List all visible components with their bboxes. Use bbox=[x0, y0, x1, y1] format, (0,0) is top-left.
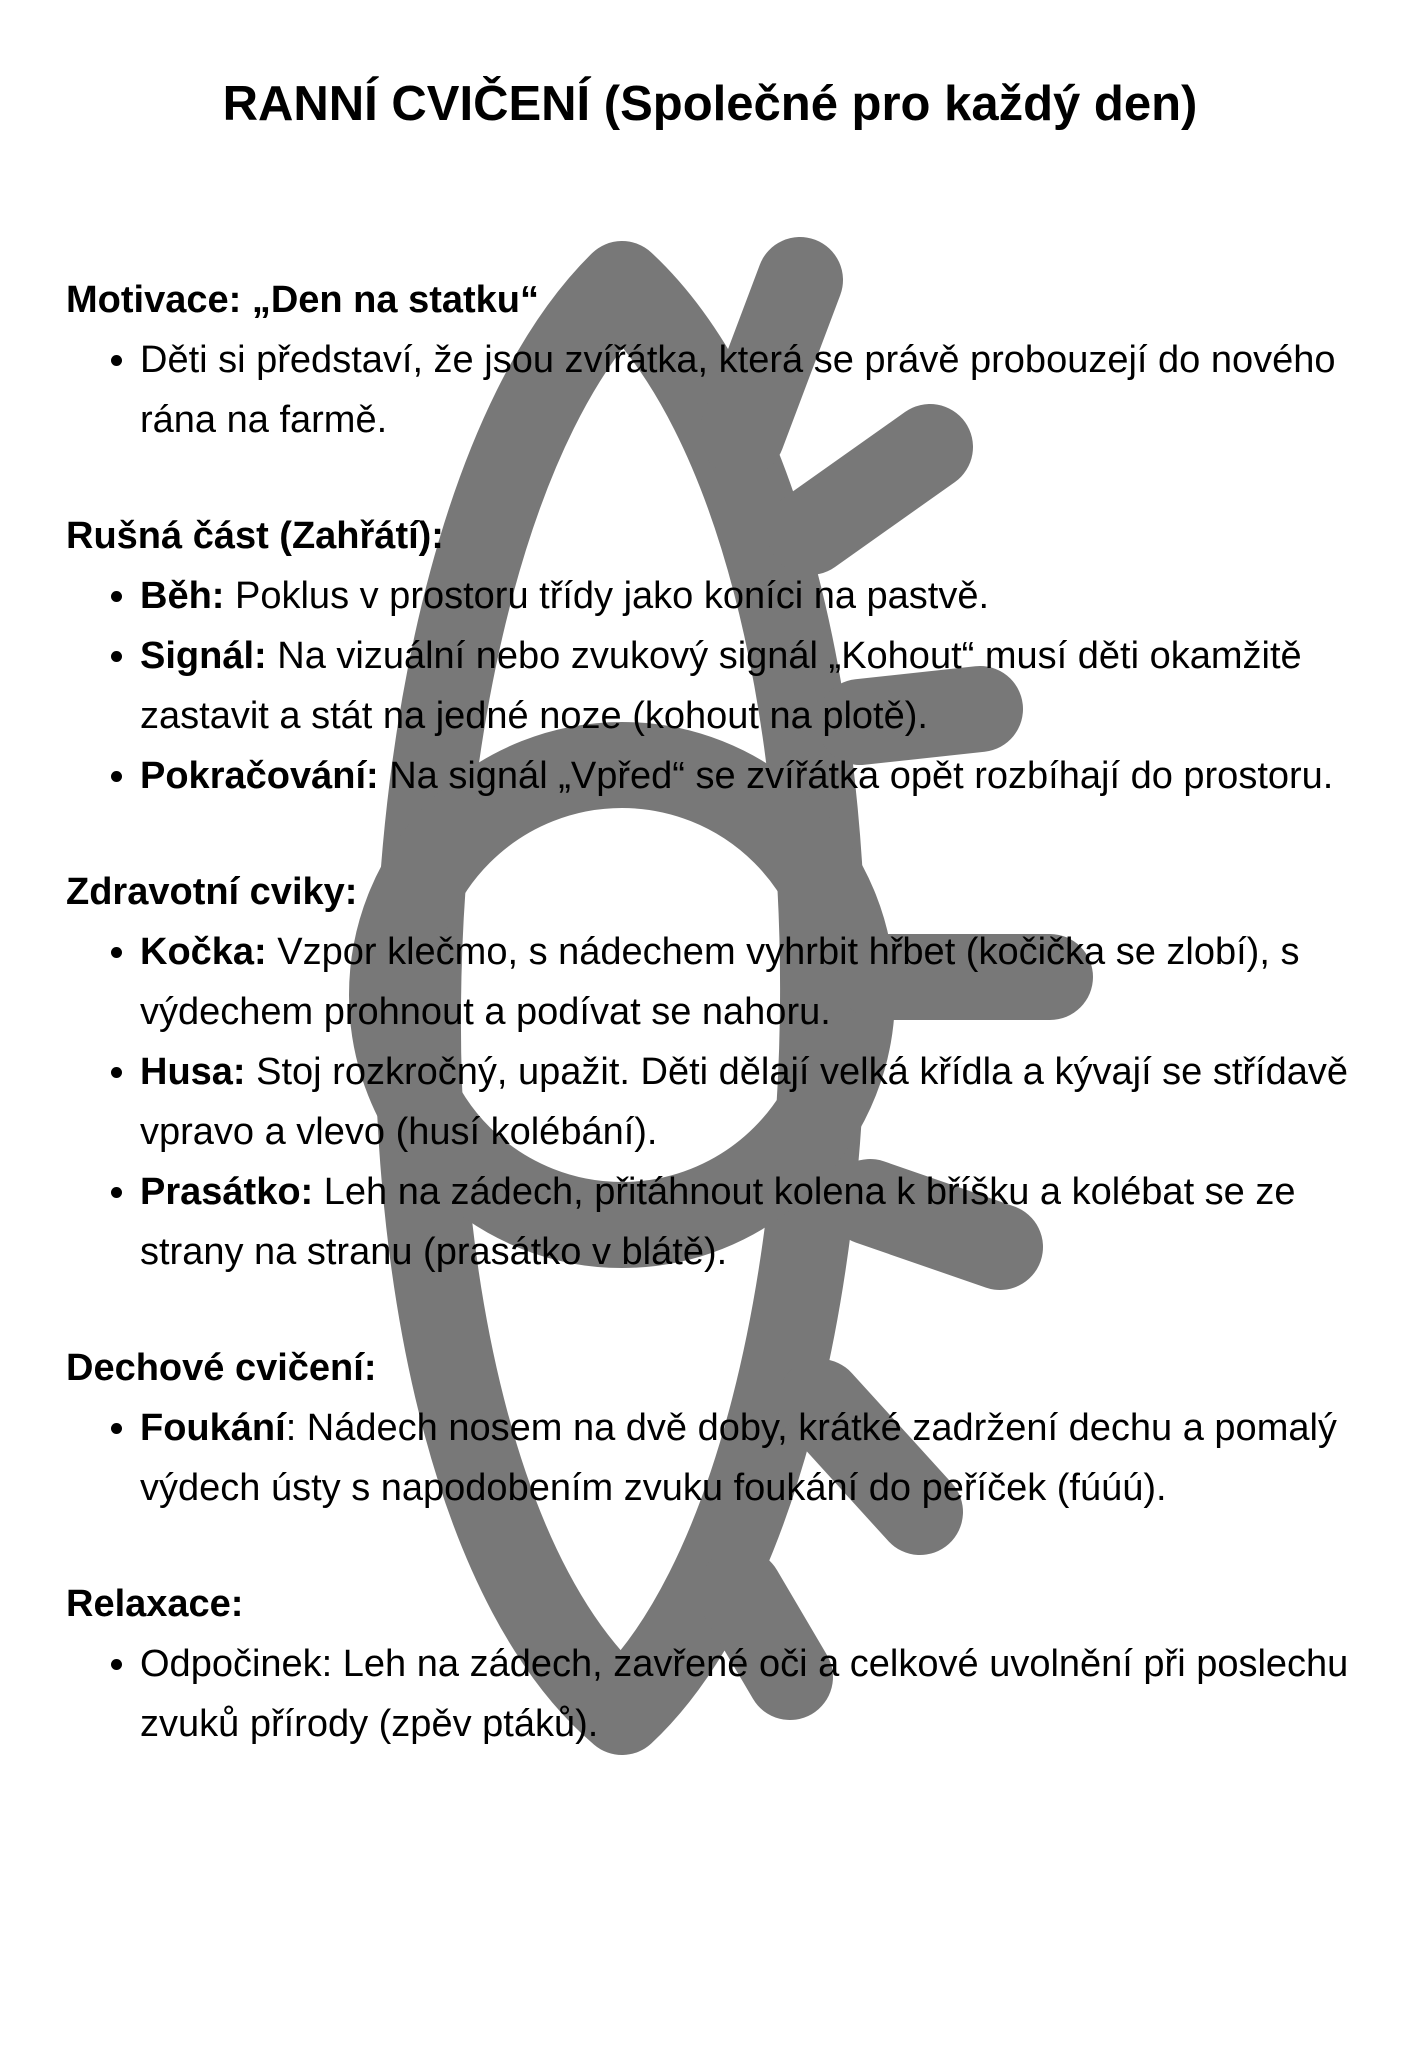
section-heading: Relaxace: bbox=[66, 1583, 244, 1625]
item-text: Na vizuální nebo zvukový signál „Kohout“ musí děti okamžitě zastavit a stát na jedné noze (kohout na plotě). bbox=[140, 635, 1302, 737]
section-heading: Zdravotní cviky: bbox=[66, 871, 358, 913]
item-text: : Nádech nosem na dvě doby, krátké zadržení dechu a pomalý výdech ústy s napodobením zvuku foukání do peříček (fúúú). bbox=[140, 1407, 1337, 1509]
section-breathing bbox=[66, 1338, 1354, 1518]
bullet-list bbox=[66, 566, 1354, 806]
section-heading: Motivace: „Den na statku“ bbox=[66, 279, 539, 321]
item-text: Leh na zádech, přitáhnout kolena k bříšku a kolébat se ze strany na stranu (prasátko v blátě). bbox=[140, 1171, 1296, 1273]
bullet-list bbox=[66, 330, 1354, 450]
item-text: Vzpor klečmo, s nádechem vyhrbit hřbet (kočička se zlobí), s výdechem prohnout a podívat se nahoru. bbox=[140, 931, 1300, 1033]
section-relaxation bbox=[66, 1574, 1354, 1754]
section-health-exercises bbox=[66, 862, 1354, 1282]
list-item bbox=[140, 1162, 1354, 1282]
item-text: Poklus v prostoru třídy jako koníci na pastvě. bbox=[224, 575, 990, 617]
list-item bbox=[140, 922, 1354, 1042]
list-item bbox=[140, 1042, 1354, 1162]
item-text: Odpočinek: Leh na zádech, zavřené oči a celkové uvolnění při poslechu zvuků přírody (zpěv ptáků). bbox=[140, 1643, 1349, 1745]
item-text: Na signál „Vpřed“ se zvířátka opět rozbíhají do prostoru. bbox=[378, 755, 1334, 797]
section-warmup bbox=[66, 506, 1354, 806]
bullet-list bbox=[66, 1634, 1354, 1754]
list-item bbox=[140, 1634, 1354, 1754]
list-item bbox=[140, 746, 1354, 806]
section-motivation bbox=[66, 270, 1354, 450]
item-label: Husa: bbox=[140, 1051, 246, 1093]
item-label: Kočka: bbox=[140, 931, 267, 973]
section-heading: Rušná část (Zahřátí): bbox=[66, 515, 444, 557]
bullet-list bbox=[66, 1398, 1354, 1518]
item-label: Signál: bbox=[140, 635, 267, 677]
item-text: Děti si představí, že jsou zvířátka, která se právě probouzejí do nového rána na farmě. bbox=[140, 339, 1336, 441]
item-label: Běh: bbox=[140, 575, 225, 617]
bullet-list bbox=[66, 922, 1354, 1282]
list-item bbox=[140, 626, 1354, 746]
item-label: Pokračování: bbox=[140, 755, 379, 797]
item-label: Foukání bbox=[140, 1407, 286, 1449]
page-title: RANNÍ CVIČENÍ (Společné pro každý den) bbox=[222, 77, 1198, 131]
list-item bbox=[140, 1398, 1354, 1518]
item-text: Stoj rozkročný, upažit. Děti dělají velká křídla a kývají se střídavě vpravo a vlevo (husí kolébání). bbox=[140, 1051, 1349, 1153]
list-item bbox=[140, 566, 1354, 626]
list-item bbox=[140, 330, 1354, 450]
item-label: Prasátko: bbox=[140, 1171, 314, 1213]
section-heading: Dechové cvičení: bbox=[66, 1347, 377, 1389]
